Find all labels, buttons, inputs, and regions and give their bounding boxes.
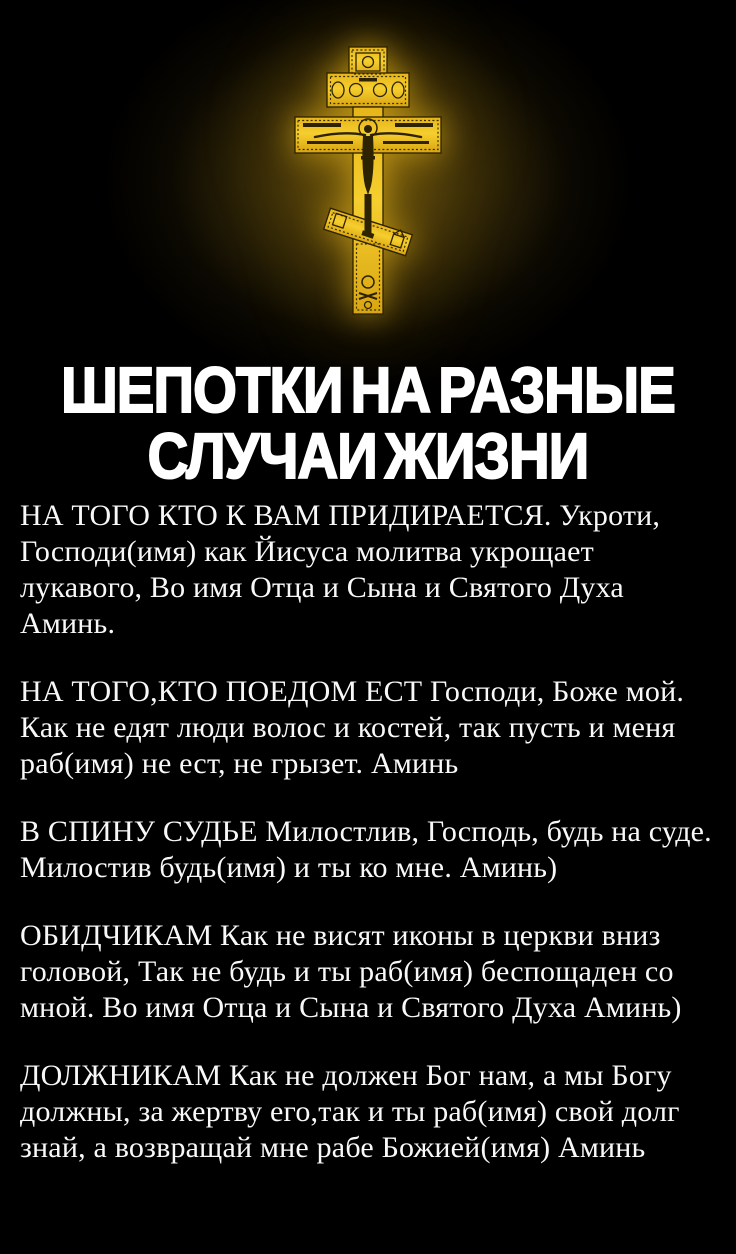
page-title-line-1: ШЕПОТКИ НА РАЗНЫЕ bbox=[61, 354, 675, 427]
whisper-paragraph-3: В СПИНУ СУДЬЕ Милостлив, Господь, будь на суде. Милостив будь(имя) и ты ко мне. Аминь) bbox=[20, 815, 712, 884]
orthodox-cross-icon bbox=[293, 44, 443, 316]
whispers-list bbox=[20, 498, 720, 1198]
page-title bbox=[0, 354, 736, 493]
page-title-line-2: СЛУЧАИ ЖИЗНИ bbox=[147, 420, 589, 493]
whisper-paragraph-2: НА ТОГО,КТО ПОЕДОМ ЕСТ Господи, Боже мой. Как не едят люди волос и костей, так пусть и меня раб(имя) не ест, не грызет. Аминь bbox=[20, 675, 685, 780]
whisper-paragraph-4: ОБИДЧИКАМ Как не висят иконы в церкви вниз головой, Так не будь и ты раб(имя) беспощаден со мной. Во имя Отца и Сына и Святого Духа Аминь) bbox=[20, 919, 682, 1024]
whisper-paragraph-1: НА ТОГО КТО К ВАМ ПРИДИРАЕТСЯ. Укроти, Господи(имя) как Йисуса молитва укрощает лукавого, Во имя Отца и Сына и Святого Духа Аминь. bbox=[20, 499, 661, 640]
whisper-paragraph-5: ДОЛЖНИКАМ Как не должен Бог нам, а мы Богу должны, за жертву его,так и ты раб(имя) свой долг знай, а возвращай мне рабе Божией(имя) Аминь bbox=[20, 1059, 680, 1164]
